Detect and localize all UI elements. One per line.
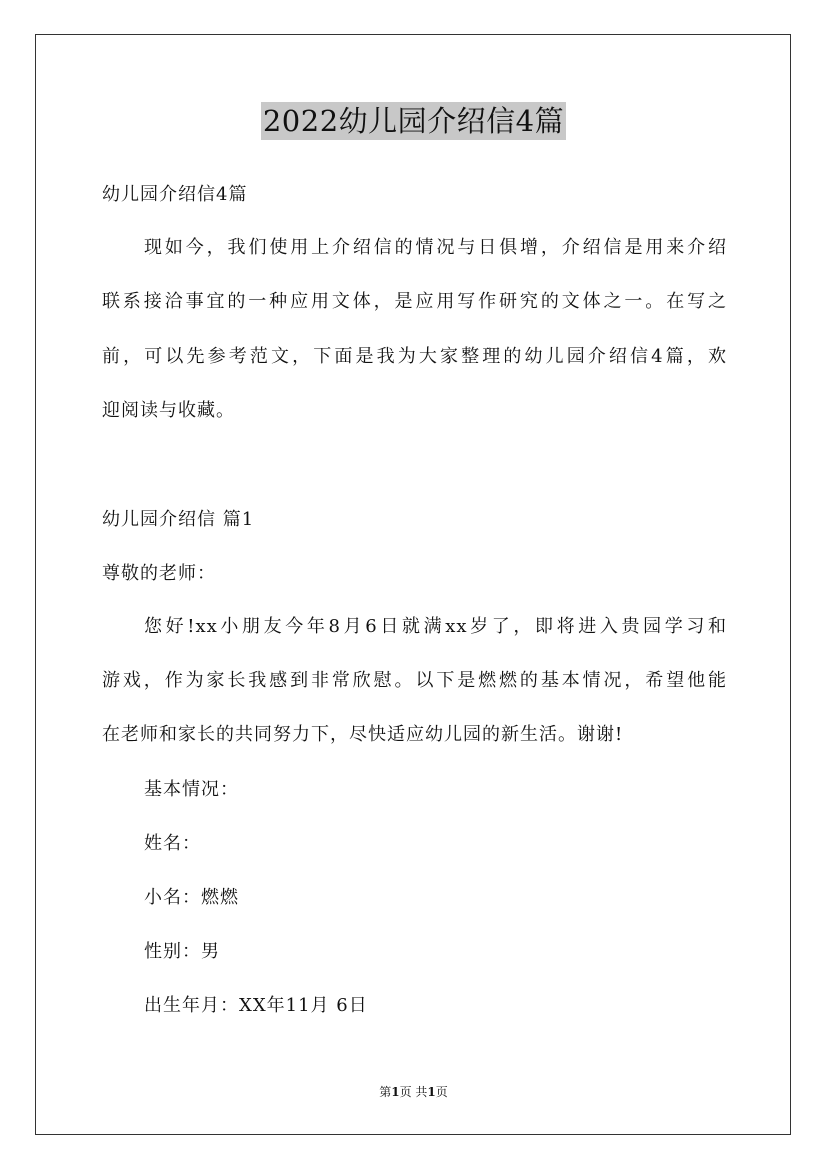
intro-line-3: 前，可以先参考范文，下面是我为大家整理的幼儿园介绍信4篇，欢 <box>102 346 727 367</box>
intro-line-4: 迎阅读与收藏。 <box>102 400 235 421</box>
intro-line-2: 联系接洽事宜的一种应用文体，是应用写作研究的文体之一。在写之 <box>102 291 727 312</box>
footer-label-1: 第 <box>379 1085 392 1099</box>
footer-page-current: 1 <box>391 1085 400 1099</box>
title-wrap <box>0 102 827 140</box>
field-gender: 性别：男 <box>144 941 220 962</box>
field-birthdate: 出生年月：XX年11月 6日 <box>144 995 368 1016</box>
subtitle: 幼儿园介绍信4篇 <box>102 184 248 205</box>
footer-label-2: 页 共 <box>399 1085 428 1099</box>
intro-line-1: 现如今，我们使用上介绍信的情况与日俱增，介绍信是用来介绍 <box>144 237 727 258</box>
body-line-3: 在老师和家长的共同努力下，尽快适应幼儿园的新生活。谢谢! <box>102 724 624 745</box>
section-heading: 幼儿园介绍信 篇1 <box>102 509 255 530</box>
body-line-1: 您好!xx小朋友今年8月6日就满xx岁了，即将进入贵园学习和 <box>144 616 727 637</box>
body-line-2: 游戏，作为家长我感到非常欣慰。以下是燃燃的基本情况，希望他能 <box>102 670 727 691</box>
document-title: 2022幼儿园介绍信4篇 <box>262 104 565 138</box>
footer-page-total: 1 <box>427 1085 436 1099</box>
basic-info-heading: 基本情况： <box>144 779 239 800</box>
field-name: 姓名： <box>144 833 201 854</box>
salutation: 尊敬的老师： <box>102 563 216 584</box>
footer-label-3: 页 <box>435 1085 448 1099</box>
page-footer <box>0 1084 827 1100</box>
field-nickname: 小名：燃燃 <box>144 887 239 908</box>
